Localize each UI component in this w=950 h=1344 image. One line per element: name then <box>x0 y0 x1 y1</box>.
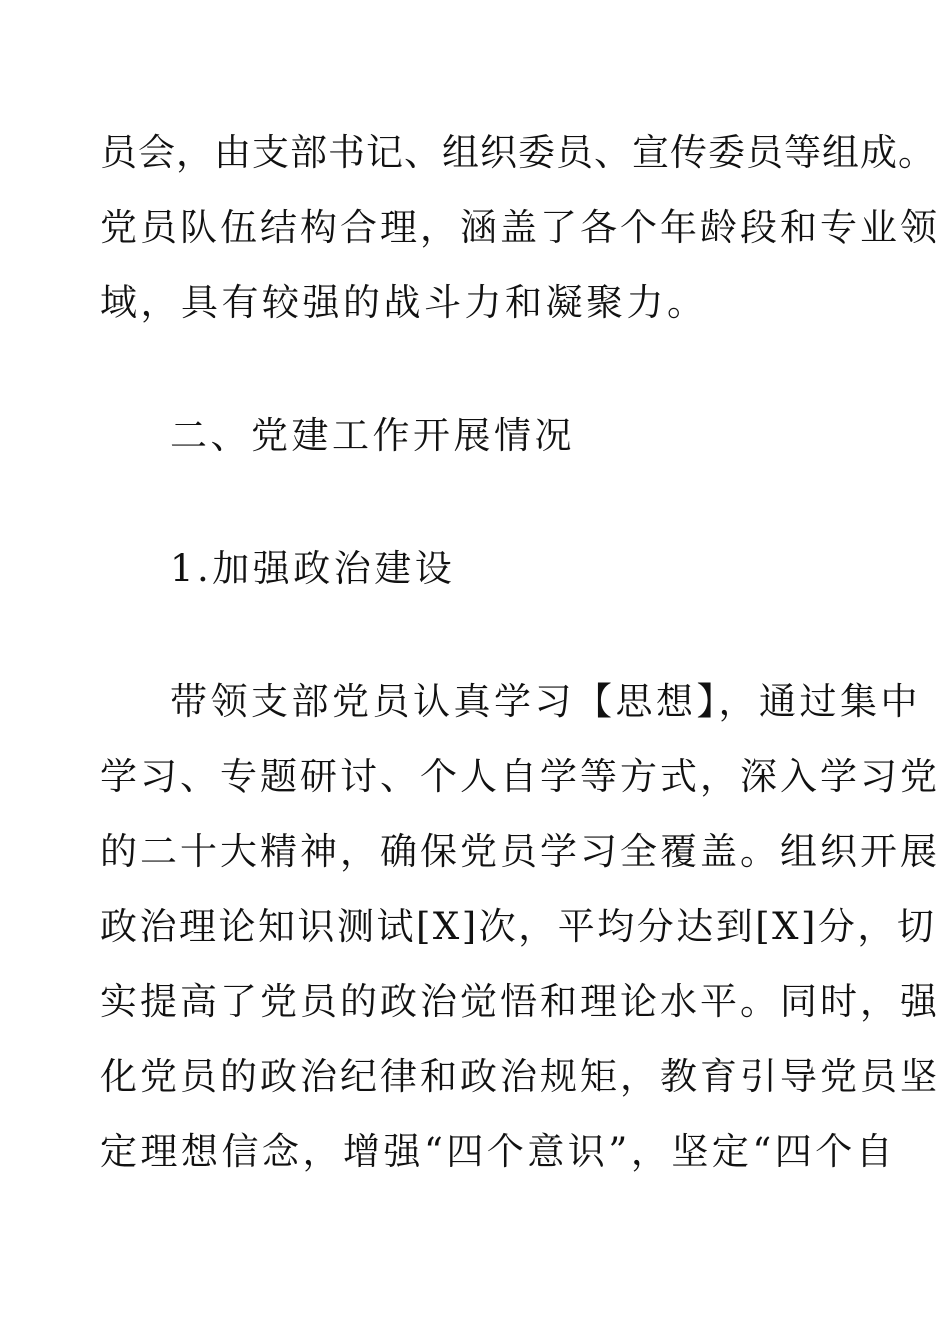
body-line-6: 化党员的政治纪律和政治规矩，教育引导党员坚 <box>100 1055 940 1098</box>
body-line-5: 实提高了党员的政治觉悟和理论水平。同时，强 <box>100 980 940 1023</box>
intro-line-1: 员会，由支部书记、组织委员、宣传委员等组成。 <box>100 131 936 174</box>
intro-line-3: 域，具有较强的战斗力和凝聚力。 <box>100 281 708 324</box>
body-line-2: 学习、专题研讨、个人自学等方式，深入学习党 <box>100 755 940 798</box>
section-heading: 二、党建工作开展情况 <box>170 414 575 457</box>
body-line-4: 政治理论知识测试[X]次，平均分达到[X]分，切 <box>100 905 937 948</box>
intro-line-2: 党员队伍结构合理，涵盖了各个年龄段和专业领 <box>100 206 940 249</box>
body-line-3: 的二十大精神，确保党员学习全覆盖。组织开展 <box>100 830 940 873</box>
body-line-1: 带领支部党员认真学习【思想】，通过集中 <box>170 680 921 723</box>
subsection-heading: 1.加强政治建设 <box>170 547 456 590</box>
body-line-7: 定理想信念，增强“四个意识”，坚定“四个自 <box>100 1130 897 1173</box>
